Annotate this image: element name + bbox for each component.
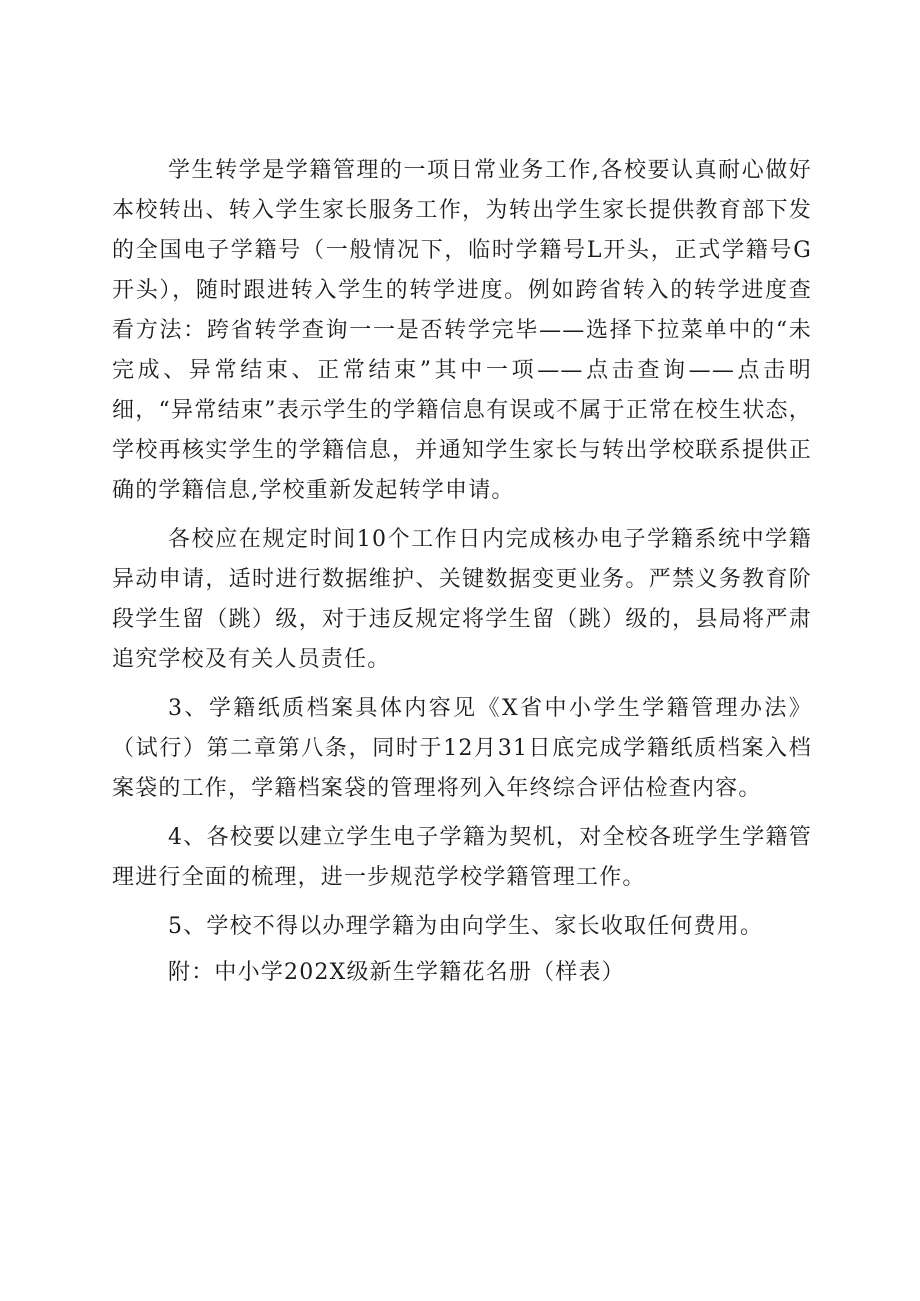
paragraph-no-fees: 5、学校不得以办理学籍为由向学生、家长收取任何费用。 (168, 914, 764, 939)
paragraph-attachment: 附：中小学202X级新生学籍花名册（样表） (168, 960, 625, 985)
paragraph-electronic-registry: 4、各校要以建立学生电子学籍为契机，对全校各班学生学籍管理进行全面的梳理，进一步规范学校学籍管理工作。 (112, 825, 812, 890)
paragraph-status-change-deadline: 各校应在规定时间10个工作日内完成核办电子学籍系统中学籍异动申请，适时进行数据维护、关键数据变更业务。严禁义务教育阶段学生留（跳）级，对于违反规定将学生留（跳）级的，县局将严肃追究学校及有关人员责任。 (112, 527, 812, 672)
document-body (112, 151, 812, 1002)
paragraph-transfer-procedure: 学生转学是学籍管理的一项日常业务工作,各校要认真耐心做好本校转出、转入学生家长服务工作，为转出学生家长提供教育部下发的全国电子学籍号（一般情况下，临时学籍号L开头，正式学籍号G开头），随时跟进转入学生的转学进度。例如跨省转入的转学进度查看方法：跨省转学查询一一是否转学完毕——选择下拉菜单中的“未完成、异常结束、正常结束”其中一项——点击查询——点击明细，“异常结束”表示学生的学籍信息有误或不属于正常在校生状态，学校再核实学生的学籍信息，并通知学生家长与转出学校联系提供正确的学籍信息,学校重新发起转学申请。 (112, 158, 812, 503)
paragraph-paper-archive: 3、学籍纸质档案具体内容见《X省中小学生学籍管理办法》（试行）第二章第八条，同时于12月31日底完成学籍纸质档案入档案袋的工作，学籍档案袋的管理将列入年终综合评估检查内容。 (112, 696, 812, 801)
